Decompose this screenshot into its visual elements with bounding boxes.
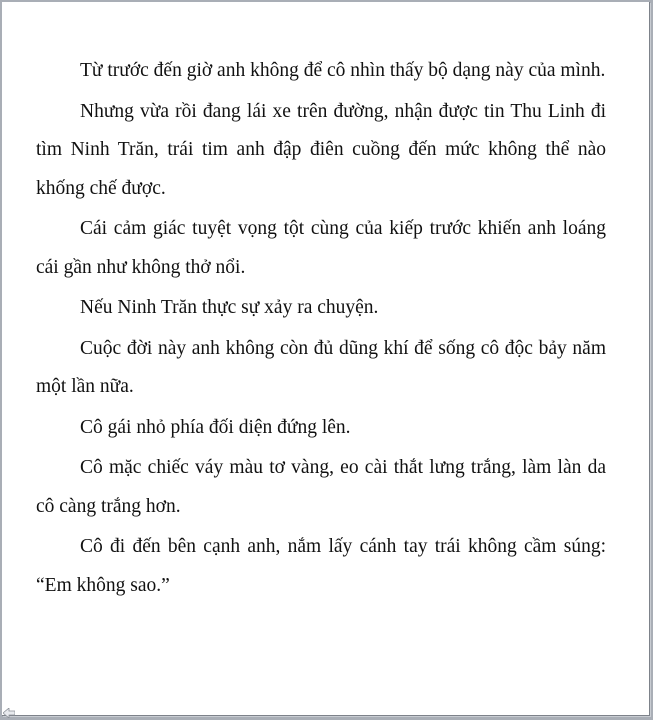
document-page [2,2,650,716]
paragraph-8: Cô đi đến bên cạnh anh, nắm lấy cánh tay trái không cầm súng: “Em không sao.” [36,536,606,596]
paragraph-2: Nhưng vừa rồi đang lái xe trên đường, nhận được tin Thu Linh đi tìm Ninh Trăn, trái tim anh đập điên cuồng đến mức không thể nào khống chế được. [36,100,606,199]
paragraph-5: Cuộc đời này anh không còn đủ dũng khí để sống cô độc bảy năm một lần nữa. [36,337,606,397]
back-arrow-icon[interactable] [3,708,15,718]
paragraph-4: Nếu Ninh Trăn thực sự xảy ra chuyện. [80,297,379,318]
paragraph-1: Từ trước đến giờ anh không để cô nhìn thấy bộ dạng này của mình. [80,60,606,81]
paragraph-7: Cô mặc chiếc váy màu tơ vàng, eo cài thắt lưng trắng, làm làn da cô càng trắng hơn. [36,457,606,517]
paragraph-6: Cô gái nhỏ phía đối diện đứng lên. [80,416,351,438]
document-body [36,52,606,607]
paragraph-3: Cái cảm giác tuyệt vọng tột cùng của kiếp trước khiến anh loáng cái gần như không thở nổi. [36,218,606,278]
